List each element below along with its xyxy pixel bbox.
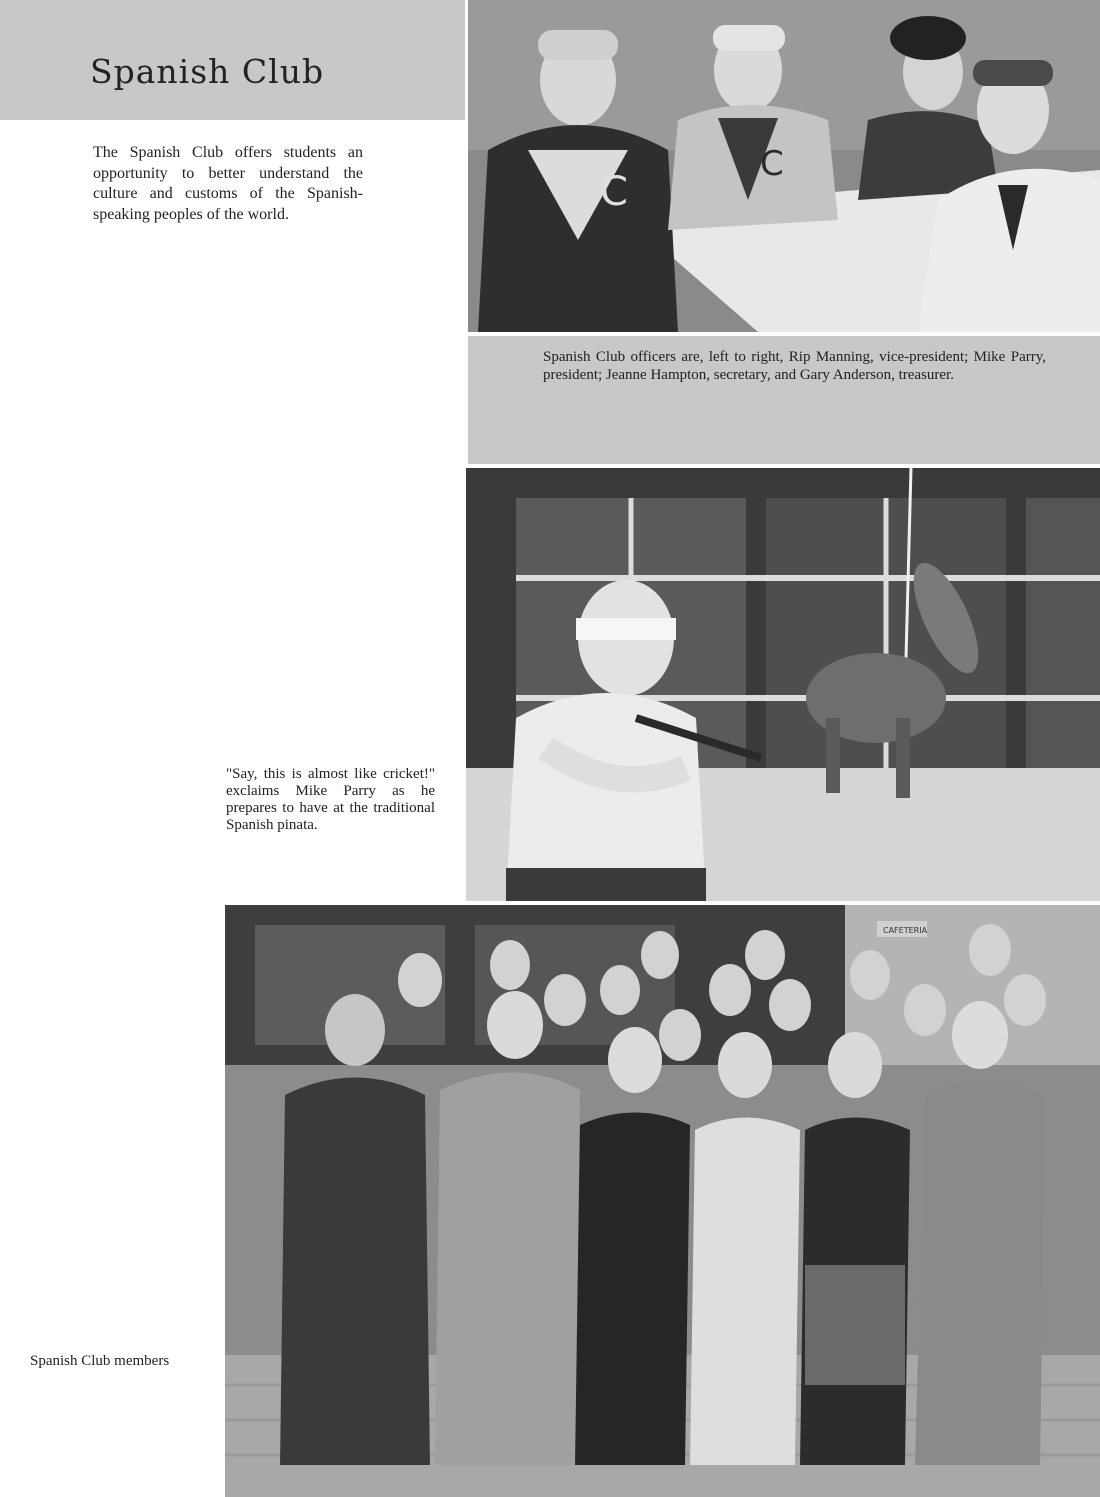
officers-photo — [468, 0, 1100, 332]
officers-caption: Spanish Club officers are, left to right, Rip Manning, vice-president; Mike Parry, president; Jeanne Hampton, secretary, and Gary Anderson, treasurer. — [543, 349, 1046, 383]
pinata-photo — [466, 468, 1100, 901]
members-photo — [225, 905, 1100, 1497]
svg-text:C: C — [600, 169, 628, 215]
page-title: Spanish Club — [90, 52, 325, 91]
cafeteria-sign: CAFETERIA — [883, 926, 928, 935]
members-caption: Spanish Club members — [30, 1353, 170, 1369]
svg-text:C: C — [760, 144, 784, 184]
intro-paragraph: The Spanish Club offers students an opportunity to better understand the culture and customs of the Spanish-speaking peoples of the world. — [93, 144, 363, 223]
pinata-caption: "Say, this is almost like cricket!" exclaims Mike Parry as he prepares to have at the traditional Spanish pinata. — [226, 766, 435, 833]
